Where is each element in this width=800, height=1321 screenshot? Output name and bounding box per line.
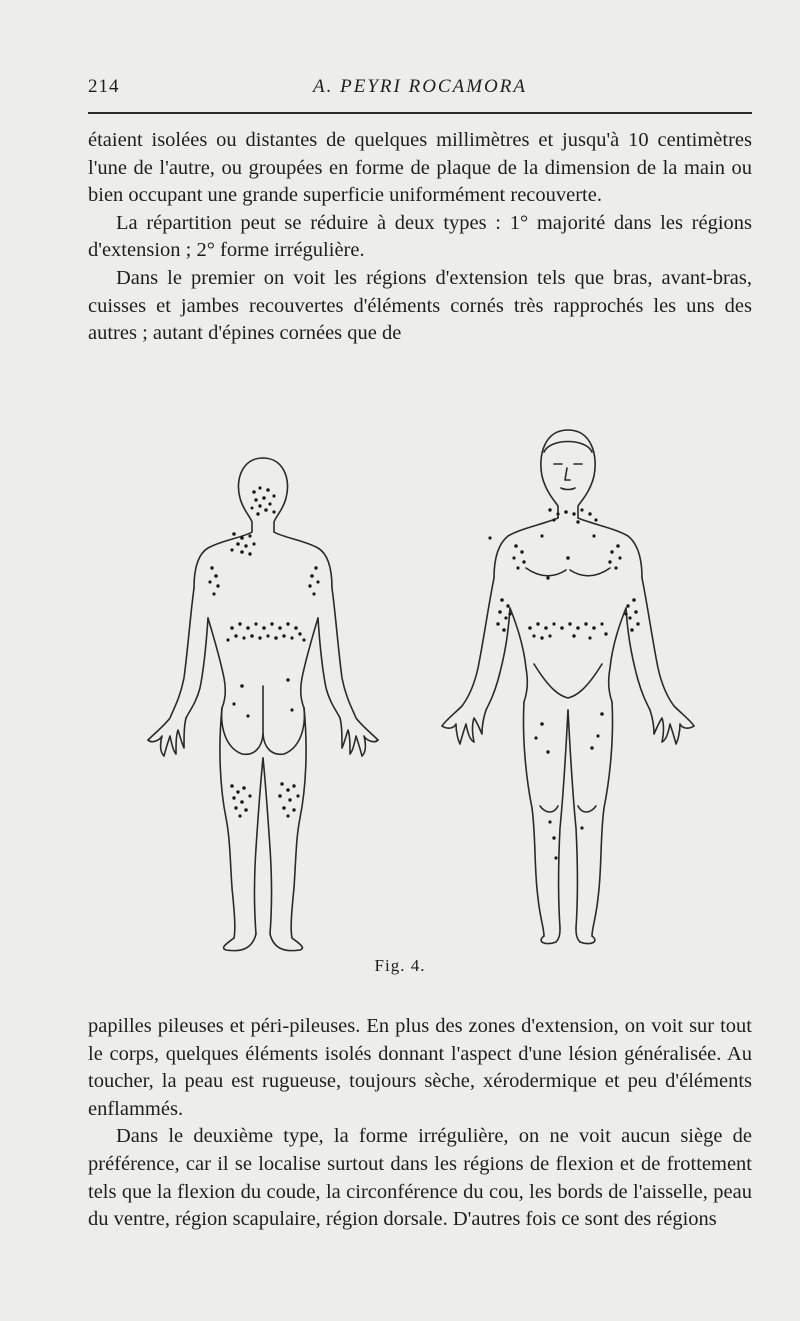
lesion-dots: [208, 486, 639, 859]
back-view-figure: [148, 458, 378, 951]
header-rule: [88, 112, 752, 114]
figure-caption: Fig. 4.: [374, 956, 426, 975]
paragraph: Dans le premier on voit les régions d'extension tels que bras, avant-bras, cuisses et jambes recouvertes d'éléments cornés très rapprochés les uns des autres ; autant d'épines cornées que de: [88, 266, 752, 345]
paragraph: papilles pileuses et péri-pileuses. En plus des zones d'extension, on voit sur tout le corps, quelques éléments isolés donnant l'aspect d'une lésion généralisée. Au toucher, la peau est rugueuse, toujours sèche, xérodermique et peu d'éléments enflammés.: [88, 1015, 752, 1120]
paragraph: La répartition peut se réduire à deux types : 1° majorité dans les régions d'extension ; 2° forme irrégulière.: [88, 211, 752, 262]
page-header: [88, 76, 752, 102]
paragraph: étaient isolées ou distantes de quelques millimètres et jusqu'à 10 centimètres l'une de l'autre, ou groupées en forme de plaque de la dimension de la main ou bien occupant une grande superficie uniformément recouverte.: [88, 129, 752, 207]
text-block-top: [88, 127, 752, 348]
page-number: 214: [88, 76, 120, 97]
text-block-bottom: [88, 1013, 752, 1234]
running-head: A. PEYRI ROCAMORA: [313, 76, 527, 97]
body-illustration: [130, 418, 720, 958]
front-view-figure: [442, 430, 694, 944]
figure-body-diagrams: [130, 418, 720, 958]
paragraph: Dans le deuxième type, la forme irrégulière, on ne voit aucun siège de préférence, car il se localise surtout dans les régions de flexion et de frottement tels que la flexion du coude, la circonférence du cou, les bords de l'aisselle, peau du ventre, région scapulaire, région dorsale. D'autres fois ce sont des régions: [88, 1125, 752, 1231]
